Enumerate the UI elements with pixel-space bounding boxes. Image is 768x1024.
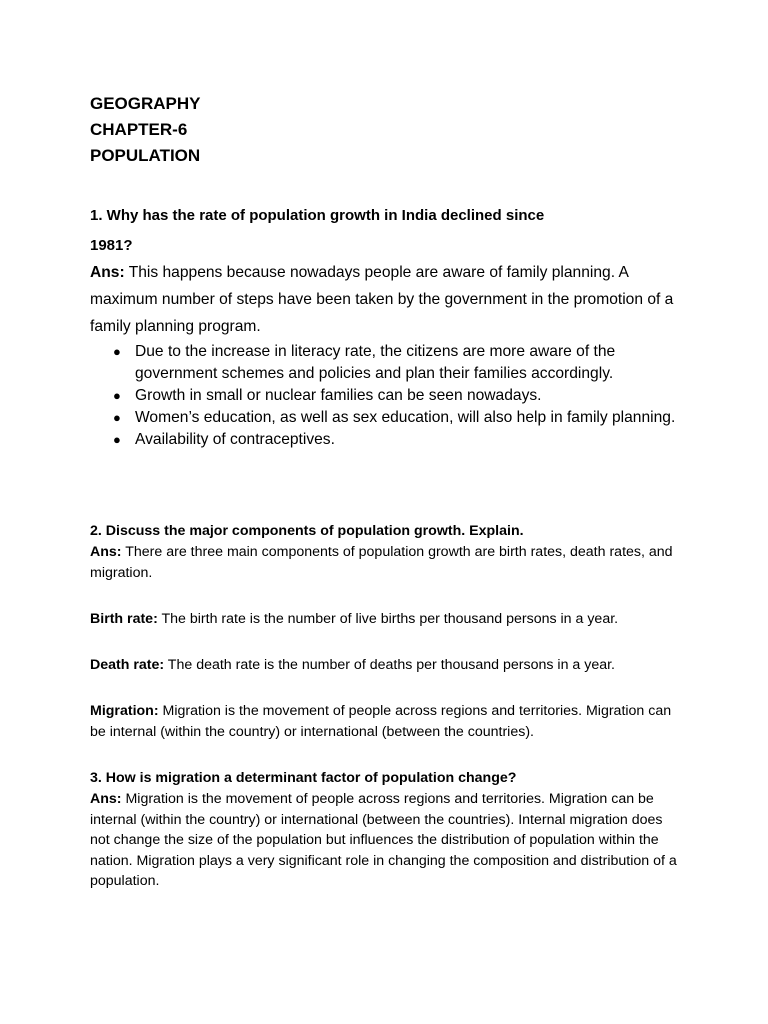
chapter-heading: CHAPTER-6	[90, 120, 188, 139]
birth-rate-label: Birth rate:	[90, 611, 158, 627]
question-1-line-1: 1. Why has the rate of population growth in India declined since	[90, 207, 545, 224]
answer-1-text: This happens because nowadays people are aware of family planning. A maximum number of steps have been taken by the government in the promotion of a family planning program.	[90, 264, 674, 335]
question-2: 2. Discuss the major components of population growth. Explain.	[90, 523, 524, 539]
migration-text: Migration is the movement of people across regions and territories. Migration can be internal (within the country) or international (between the countries).	[90, 703, 672, 740]
death-rate-text: The death rate is the number of deaths per thousand persons in a year.	[164, 657, 615, 673]
migration-label: Migration:	[90, 703, 159, 719]
list-item: ● Due to the increase in literacy rate, the citizens are more aware of the government schemes and policies and plan their families accordingly.	[113, 343, 616, 382]
list-item: ● Availability of contraceptives.	[90, 429, 680, 451]
answer-3-text: Migration is the movement of people across regions and territories. Migration can be internal (within the country) or international (between the countries). Internal migration does not change the size of the population but influences the distribution of population within the nation. Migration plays a very significant role in changing the composition and distribution of a population.	[90, 791, 677, 889]
answer-2-text: There are three main components of population growth are birth rates, death rates, and migration.	[90, 544, 673, 581]
birth-rate-definition	[90, 609, 680, 630]
birth-rate-text: The birth rate is the number of live births per thousand persons in a year.	[157, 611, 619, 627]
list-item: ● Women’s education, as well as sex education, will also help in family planning.	[90, 407, 680, 429]
question-3: 3. How is migration a determinant factor of population change?	[90, 770, 517, 786]
bullet-icon: ●	[113, 410, 121, 425]
answer-2-label: Ans:	[90, 544, 122, 560]
answer-1-label: Ans:	[90, 264, 125, 281]
answer-1-paragraph	[90, 259, 680, 340]
topic-heading: POPULATION	[90, 146, 201, 165]
answer-3-label: Ans:	[90, 791, 122, 807]
answer-3-paragraph	[90, 789, 680, 892]
bullet-icon: ●	[113, 388, 121, 403]
bullet-icon: ●	[113, 344, 121, 359]
answer-1-bullet-list	[90, 341, 680, 451]
question-1-line-2: 1981?	[90, 237, 133, 254]
answer-2-paragraph	[90, 542, 680, 583]
death-rate-label: Death rate:	[90, 657, 165, 673]
death-rate-definition	[90, 655, 680, 676]
migration-definition	[90, 701, 680, 742]
list-item: ● Growth in small or nuclear families can be seen nowadays.	[90, 385, 680, 407]
subject-heading: GEOGRAPHY	[90, 94, 201, 113]
bullet-icon: ●	[113, 432, 121, 447]
